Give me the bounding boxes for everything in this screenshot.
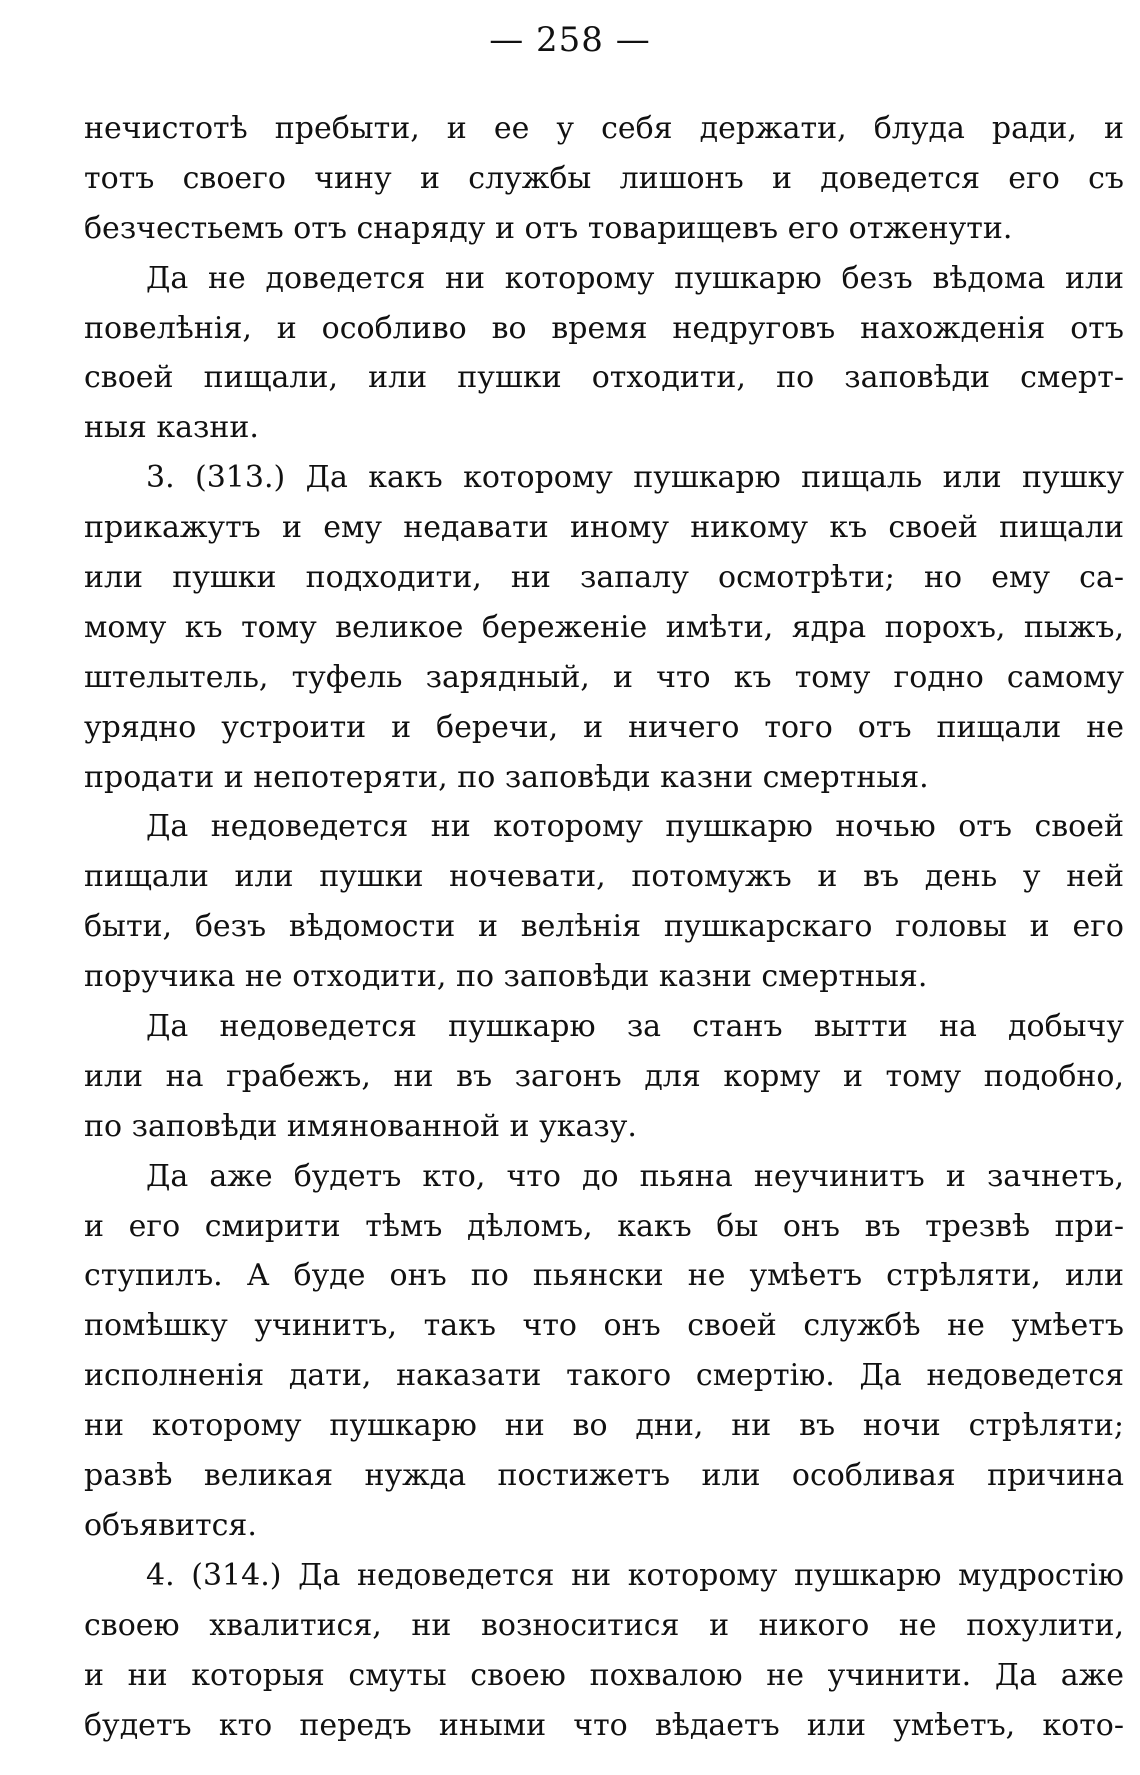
text-line: урядно устроити и беречи, и ничего того отъ пищали не <box>84 709 1124 745</box>
text-line: прикажутъ и ему недавати иному никому къ своей пищали <box>84 510 1124 546</box>
text-line: Да аже будетъ кто, что до пьяна неучинитъ и зачнетъ, <box>146 1158 1124 1194</box>
text-line: безчестьемъ отъ снаряду и отъ товарищевъ его отженути. <box>84 210 1013 246</box>
page-number: — 258 — <box>489 20 651 60</box>
paragraph <box>84 254 1124 454</box>
text-line: тотъ своего чину и службы лишонъ и доведется его съ <box>84 160 1124 196</box>
text-line: пищали или пушки ночевати, потомужъ и въ день у ней <box>84 859 1124 895</box>
text-line: нечистотѣ пребыти, и ее у себя держати, блуда ради, и <box>84 111 1124 146</box>
text-line: ни которому пушкарю ни во дни, ни въ ночи стрѣляти; <box>84 1408 1124 1444</box>
text-line: 3. (313.) Да какъ которому пушкарю пищаль или пушку <box>146 460 1124 496</box>
text-line: своей пищали, или пушки отходити, по заповѣди смерт- <box>84 360 1124 396</box>
paragraph <box>84 1152 1124 1551</box>
text-line: Да недоведется пушкарю за станъ вытти на добычу <box>146 1009 1124 1045</box>
text-line: ныя казни. <box>84 410 259 446</box>
text-line: мому къ тому великое береженіе имѣти, ядра порохъ, пыжъ, <box>84 609 1124 645</box>
paragraph <box>84 453 1124 802</box>
text-line: помѣшку учинитъ, такъ что онъ своей службѣ не умѣетъ <box>84 1308 1124 1344</box>
paragraph <box>84 802 1124 1002</box>
paragraph <box>84 1551 1124 1751</box>
text-line: по заповѣди имянованной и указу. <box>84 1108 637 1144</box>
text-line: исполненія дати, наказати такого смертію. Да недоведется <box>84 1358 1124 1394</box>
body-text <box>84 104 1124 1750</box>
paragraph <box>84 1002 1124 1152</box>
text-line: своею хвалитися, ни возноситися и никого не похулити, <box>84 1607 1124 1643</box>
text-line: повелѣнія, и особливо во время недруговъ нахожденія отъ <box>84 310 1124 346</box>
text-line: ступилъ. А буде онъ по пьянски не умѣетъ стрѣляти, или <box>84 1258 1124 1294</box>
text-line: и его смирити тѣмъ дѣломъ, какъ бы онъ въ трезвѣ при- <box>84 1208 1124 1244</box>
text-line: развѣ великая нужда постижетъ или особливая причина <box>84 1458 1124 1494</box>
paragraph <box>84 104 1124 254</box>
text-line: штелытель, туфель зарядный, и что къ тому годно самому <box>84 659 1124 695</box>
text-line: 4. (314.) Да недоведется ни которому пушкарю мудростію <box>146 1557 1124 1593</box>
text-line: поручика не отходити, по заповѣди казни смертныя. <box>84 959 928 995</box>
text-line: и ни которыя смуты своею похвалою не учинити. Да аже <box>84 1657 1124 1693</box>
text-line: Да недоведется ни которому пушкарю ночью отъ своей <box>146 809 1124 845</box>
text-line: или пушки подходити, ни запалу осмотрѣти; но ему са- <box>84 560 1124 596</box>
text-line: или на грабежъ, ни въ загонъ для корму и тому подобно, <box>84 1058 1124 1094</box>
text-line: объявится. <box>84 1507 257 1543</box>
text-line: будетъ кто передъ иными что вѣдаетъ или умѣетъ, кото- <box>84 1707 1124 1743</box>
text-line: продати и непотеряти, по заповѣди казни смертныя. <box>84 759 929 795</box>
text-line: быти, безъ вѣдомости и велѣнія пушкарскаго головы и его <box>84 909 1124 945</box>
text-line: Да не доведется ни которому пушкарю безъ вѣдома или <box>146 260 1124 296</box>
